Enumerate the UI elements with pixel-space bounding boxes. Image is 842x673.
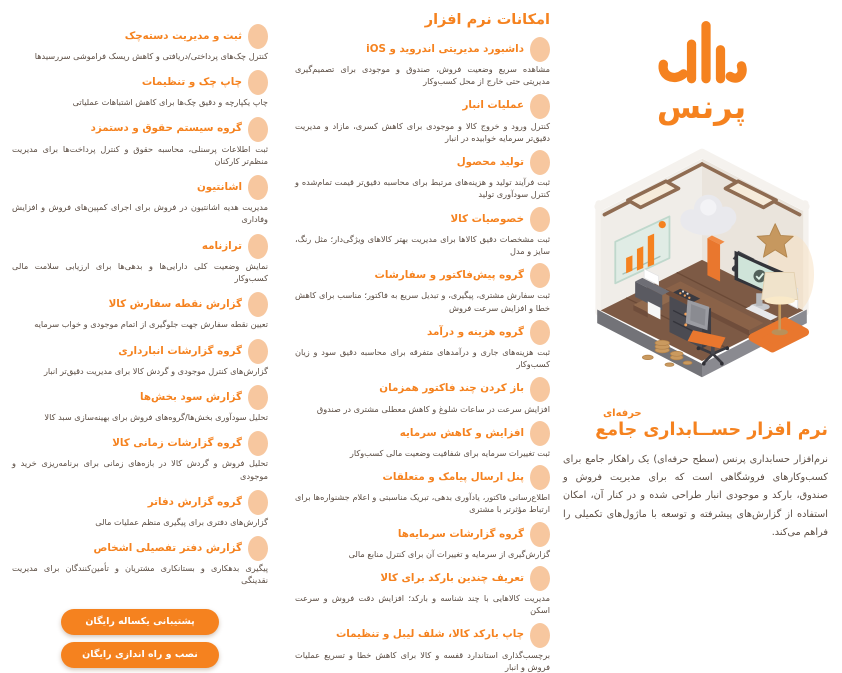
cover-text-block [563, 408, 828, 542]
feature-item [295, 94, 550, 145]
feature-title: گزارش نقطه سفارش کالا [108, 298, 242, 311]
features-list [295, 37, 550, 673]
feature-title: گزارش سود بخش‌ها [140, 390, 242, 403]
feature-description: افزایش سرعت در ساعات شلوغ و کاهش معطلی مشتری در صندوق [316, 403, 550, 414]
feature-badge-dot [530, 320, 550, 345]
feature-item [12, 70, 268, 108]
more-features-list [12, 24, 268, 587]
feature-item [12, 117, 268, 168]
feature-item [295, 150, 550, 201]
feature-badge-dot [248, 175, 268, 200]
feature-title: گروه گزارشات انبارداری [118, 344, 242, 357]
feature-item [295, 522, 550, 560]
feature-badge-dot [530, 94, 550, 119]
feature-title: تعریف چندین بارکد برای کالا [380, 571, 524, 584]
feature-description: تحلیل فروش و گردش کالا در بازه‌های زمانی برای برنامه‌ریزی خرید و موجودی [12, 458, 268, 481]
features-section-header: امکانات نرم افزار [424, 12, 550, 28]
feature-description: تحلیل سودآوری بخش‌ها/گروه‌های فروش برای بهینه‌سازی سبد کالا [44, 411, 268, 422]
brand-wordmark: پرنس [656, 88, 747, 126]
feature-title: گروه گزارشات زمانی کالا [112, 437, 242, 450]
brand-logo [561, 16, 842, 125]
feature-item [295, 263, 550, 314]
feature-title: گروه پیش‌فاکتور و سفارشات [374, 269, 524, 282]
feature-badge-dot [530, 623, 550, 648]
feature-badge-dot [248, 431, 268, 456]
feature-description: پیگیری بدهکاری و بستانکاری مشتریان و تأمین‌کنندگان برای مدیریت نقدینگی [12, 563, 268, 586]
feature-badge-dot [248, 117, 268, 142]
feature-item [295, 37, 550, 88]
feature-item [295, 320, 550, 371]
feature-badge-dot [248, 24, 268, 49]
parens-bars-logo-icon [647, 16, 757, 90]
feature-title: باز کردن چند فاکتور همزمان [379, 382, 524, 395]
feature-title: ترازنامه [201, 239, 242, 252]
feature-title: افزایش و کاهش سرمایه [399, 426, 524, 439]
feature-badge-dot [248, 385, 268, 410]
support-button[interactable]: پشتیبانی یکساله رایگان [61, 609, 219, 635]
product-title: نرم افزار حســابداری جامع [595, 420, 828, 440]
feature-item [295, 623, 550, 673]
feature-item [12, 234, 268, 285]
feature-description: مشاهده سریع وضعیت فروش، صندوق و موجودی برای تصمیم‌گیری مدیریتی حتی خارج از محل کسب‌وکار [295, 64, 550, 87]
feature-badge-dot [530, 207, 550, 232]
feature-item [295, 421, 550, 459]
feature-description: ثبت مشخصات دقیق کالاها برای مدیریت بهتر کالاهای ویژگی‌دار؛ مثل رنگ، سایز و مدل [295, 233, 550, 257]
feature-item [12, 536, 268, 587]
panel-more-features [0, 0, 281, 661]
feature-badge-dot [530, 566, 550, 591]
feature-badge-dot [248, 536, 268, 561]
install-button[interactable]: نصب و راه اندازی رایگان [61, 642, 219, 668]
feature-description: ثبت فرآیند تولید و هزینه‌های مرتبط برای محاسبه دقیق‌تر قیمت تمام‌شده و کنترل سودآوری تولید [295, 177, 550, 200]
feature-badge-dot [248, 234, 268, 259]
feature-title: گروه سیستم حقوق و دستمزد [90, 122, 242, 135]
feature-item [12, 385, 268, 423]
panel-cover [561, 0, 842, 595]
feature-item [12, 431, 268, 482]
office-illustration [561, 146, 842, 408]
feature-badge-dot [530, 522, 550, 547]
feature-title: گروه گزارش دفاتر [147, 495, 242, 508]
feature-description: مدیریت کالاهایی با چند شناسه و بارکد؛ افزایش دقت فروش و سرعت اسکن [295, 593, 550, 616]
feature-item [295, 465, 550, 516]
feature-description: ثبت تغییرات سرمایه برای شفافیت وضعیت مالی کسب‌وکار [349, 447, 550, 458]
feature-description: ثبت سفارش مشتری، پیگیری، و تبدیل سریع به فاکتور؛ مناسب برای کاهش خطا و افزایش سرعت فروش [295, 290, 550, 313]
feature-badge-dot [530, 377, 550, 402]
feature-description: گزارش‌های کنترل موجودی و گردش کالا برای مدیریت دقیق‌تر انبار [43, 365, 268, 376]
feature-description: گزارش‌گیری از سرمایه و تغییرات آن برای کنترل منابع مالی [348, 548, 550, 559]
feature-description: نمایش وضعیت کلی دارایی‌ها و بدهی‌ها برای ارزیابی سلامت مالی کسب‌وکار [12, 260, 268, 284]
feature-badge-dot [530, 421, 550, 446]
feature-item [12, 175, 268, 226]
feature-badge-dot [530, 263, 550, 288]
feature-title: خصوصیات کالا [450, 212, 524, 225]
feature-title: ثبت و مدیریت دسته‌چک [124, 29, 242, 42]
feature-title: گروه گزارشات سرمایه‌ها [397, 527, 524, 540]
feature-description: تعیین نقطه سفارش جهت جلوگیری از اتمام موجودی و خواب سرمایه [34, 319, 268, 330]
feature-title: داشبورد مدیریتی اندروید و iOS [366, 42, 524, 55]
cta-buttons [12, 609, 268, 668]
feature-title: گروه هزینه و درآمد [427, 325, 524, 338]
feature-description: چاپ یکپارچه و دقیق چک‌ها برای کاهش اشتباهات عملیاتی [72, 97, 268, 108]
feature-item [295, 377, 550, 415]
feature-title: چاپ چک و تنظیمات [141, 76, 242, 89]
feature-item [12, 24, 268, 62]
feature-title: عملیات انبار [462, 99, 524, 112]
panel-software-features [281, 0, 561, 672]
feature-description: ثبت هزینه‌های جاری و درآمدهای متفرقه برای محاسبه دقیق سود و زیان کسب‌وکار [295, 346, 550, 370]
feature-description: کنترل ورود و خروج کالا و موجودی برای کاهش کسری، مازاد و مدیریت دقیق‌تر سرمایه خوابیده در انبار [295, 120, 550, 143]
feature-badge-dot [248, 70, 268, 95]
feature-title: اشانتیون [196, 181, 242, 194]
feature-badge-dot [530, 37, 550, 62]
feature-item [295, 566, 550, 617]
feature-item [12, 292, 268, 330]
feature-badge-dot [530, 465, 550, 490]
level-tag: حرفه‌ای [603, 408, 642, 419]
feature-description: مدیریت هدیه اشانتیون در فروش برای اجرای کمپین‌های فروش و افزایش وفاداری [12, 202, 268, 225]
feature-description: ثبت اطلاعات پرسنلی، محاسبه حقوق و کنترل پرداخت‌ها برای مدیریت منظم‌تر کارکنان [12, 143, 268, 166]
feature-description: گزارش‌های دفتری برای پیگیری منظم عملیات مالی [95, 516, 268, 527]
feature-description: کنترل چک‌های پرداختی/دریافتی و کاهش ریسک فراموشی سررسیدها [34, 51, 268, 61]
feature-title: چاپ بارکد کالا، شلف لیبل و تنظیمات [335, 628, 524, 641]
product-description: نرم‌افزار حسابداری پرنس (سطح حرفه‌ای) یک راهکار جامع برای کسب‌وکارهای فروشگاهی است که برای مدیریت فروش و صندوق، بارکد و موجودی انبار طراحی شده و در کنار آن، امکان استفاده از گزارش‌های پیشرفته و توسعه با ماژول‌های تکمیلی را فراهم می‌کند. [563, 454, 828, 538]
feature-description: اطلاع‌رسانی فاکتور، یادآوری بدهی، تبریک مناسبتی و اعلام جشنواره‌ها برای ارتباط مؤثرتر با مشتری [295, 492, 550, 515]
feature-item [12, 339, 268, 377]
feature-badge-dot [248, 292, 268, 317]
feature-title: تولید محصول [456, 156, 524, 169]
feature-description: برچسب‌گذاری استاندارد قفسه و کالا برای کاهش خطا و تسریع عملیات فروش و انبار [295, 649, 550, 672]
feature-item [12, 490, 268, 528]
feature-badge-dot [530, 150, 550, 175]
feature-item [295, 207, 550, 258]
feature-title: گزارش دفتر تفصیلی اشخاص [93, 542, 242, 554]
feature-badge-dot [248, 339, 268, 364]
feature-badge-dot [248, 490, 268, 515]
feature-title: پنل ارسال پیامک و متعلقات [382, 471, 524, 483]
